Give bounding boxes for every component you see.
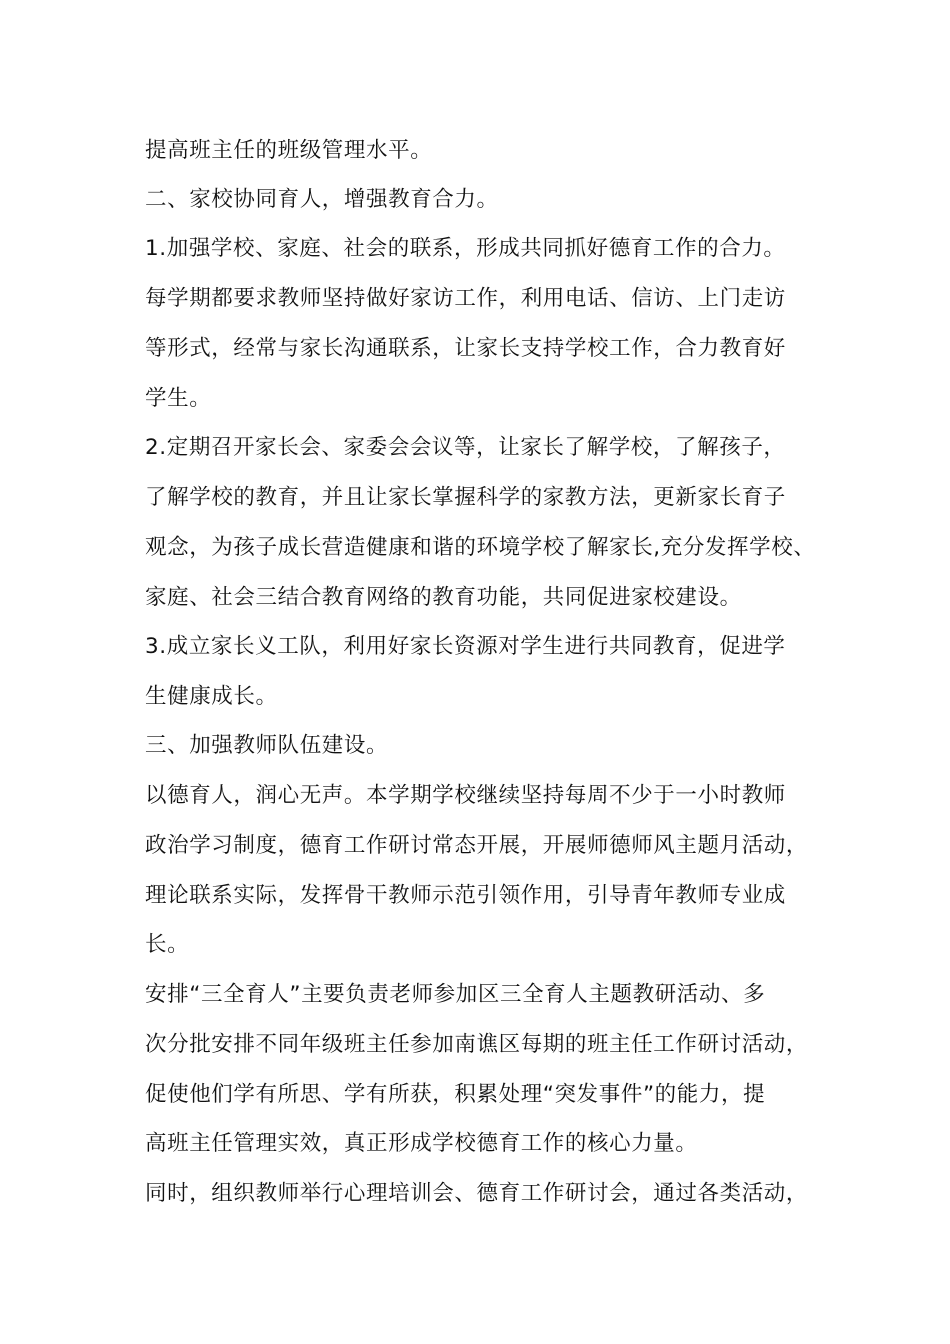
text-line: 等形式，经常与家长沟通联系，让家长支持学校工作，合力教育好 <box>145 336 786 361</box>
section-heading: 二、家校协同育人，增强教育合力。 <box>145 187 499 212</box>
text-line: 以德育人，润心无声。本学期学校继续坚持每周不少于一小时教师 <box>145 783 786 808</box>
section-heading: 三、加强教师队伍建设。 <box>145 733 389 758</box>
text-line: 安排“三全育人”主要负责老师参加区三全育人主题教研活动、多 <box>145 982 766 1007</box>
text-line: 生健康成长。 <box>145 684 278 709</box>
text-line: 次分批安排不同年级班主任参加南谯区每期的班主任工作研讨活动， <box>145 1032 809 1057</box>
text-line: 2.定期召开家长会、家委会会议等，让家长了解学校，了解孩子， <box>145 435 786 460</box>
text-line: 家庭、社会三结合教育网络的教育功能，共同促进家校建设。 <box>145 585 742 610</box>
text-line: 长。 <box>145 932 190 957</box>
text-line: 观念，为孩子成长营造健康和谐的环境学校了解家长,充分发挥学校、 <box>145 535 816 560</box>
text-line: 促使他们学有所思、学有所获，积累处理“突发事件”的能力，提 <box>145 1082 766 1107</box>
text-line: 政治学习制度，德育工作研讨常态开展，开展师德师风主题月活动， <box>145 833 809 858</box>
text-line: 理论联系实际，发挥骨干教师示范引领作用，引导青年教师专业成 <box>145 883 786 908</box>
text-line: 提高班主任的班级管理水平。 <box>145 138 433 163</box>
text-line: 同时，组织教师举行心理培训会、德育工作研讨会，通过各类活动， <box>145 1181 809 1206</box>
text-line: 了解学校的教育，并且让家长掌握科学的家教方法，更新家长育子 <box>145 485 786 510</box>
text-line: 3.成立家长义工队，利用好家长资源对学生进行共同教育，促进学 <box>145 634 786 659</box>
text-line: 每学期都要求教师坚持做好家访工作，利用电话、信访、上门走访 <box>145 286 786 311</box>
text-line: 1.加强学校、家庭、社会的联系，形成共同抓好德育工作的合力。 <box>145 236 786 261</box>
text-line: 高班主任管理实效，真正形成学校德育工作的核心力量。 <box>145 1131 698 1156</box>
text-line: 学生。 <box>145 386 212 411</box>
